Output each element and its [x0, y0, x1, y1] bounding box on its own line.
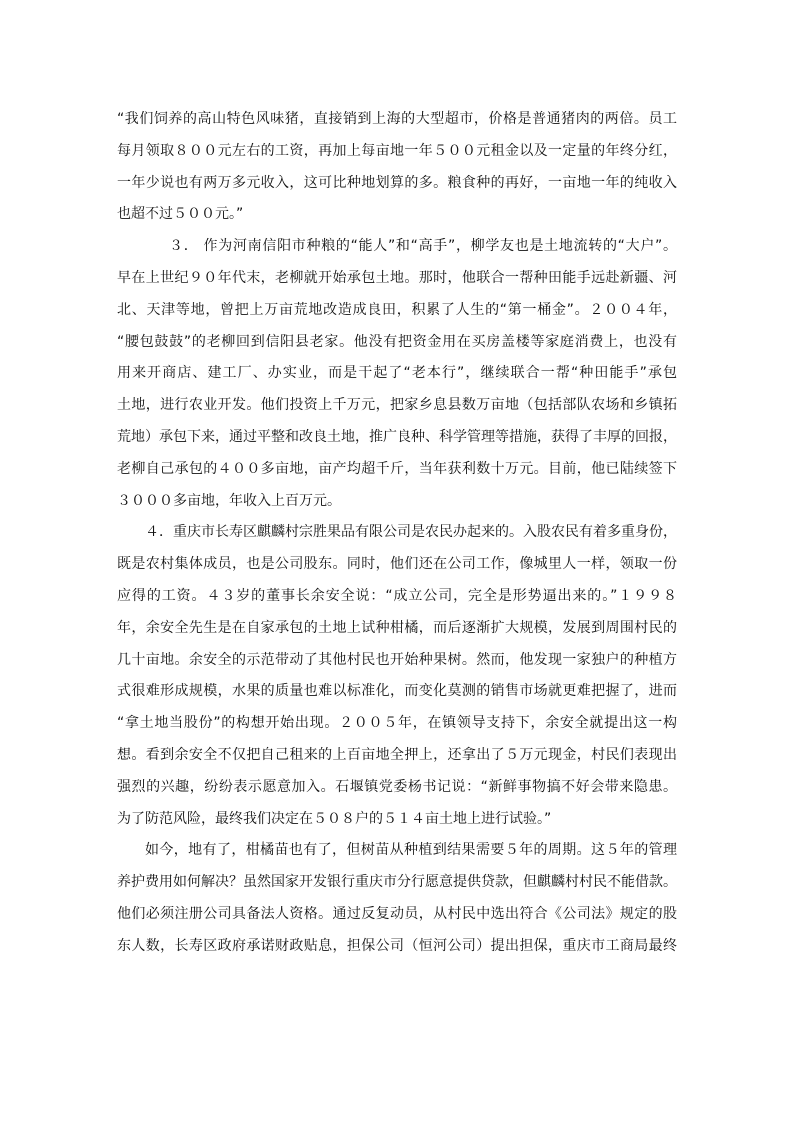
text-line: 他们必须注册公司具备法人资格。通过反复动员，从村民中选出符合《公司法》规定的股: [117, 905, 677, 922]
document-body: [117, 104, 677, 963]
paragraph-quote-continuation: [117, 104, 677, 231]
text-line: 强烈的兴趣，纷纷表示愿意加入。石堰镇党委杨书记说：“新鲜事物搞不好会带来隐患。: [117, 778, 677, 795]
text-line: 荒地）承包下来，通过平整和改良土地，推广良种、科学管理等措施，获得了丰厚的回报，: [117, 428, 677, 445]
text-line: 想。看到余安全不仅把自己租来的上百亩地全押上，还拿出了５万元现金，村民们表现出: [117, 746, 677, 763]
text-line: 老柳自己承包的４００多亩地，亩产均超千斤，当年获利数十万元。目前，他已陆续签下: [117, 460, 677, 477]
text-line: 养护费用如何解决？虽然国家开发银行重庆市分行愿意提供贷款，但麒麟村村民不能借款。: [117, 874, 677, 891]
text-line: “拿土地当股份”的构想开始出现。２００５年，在镇领导支持下，余安全就提出这一构: [117, 715, 677, 732]
text-line: 年，余安全先生是在自家承包的土地上试种柑橘，而后逐渐扩大规模，发展到周围村民的: [117, 619, 677, 636]
text-line: “腰包鼓鼓”的老柳回到信阳县老家。他没有把资金用在买房盖楼等家庭消费上，也没有: [117, 333, 677, 350]
text-line: 几十亩地。余安全的示范带动了其他村民也开始种果树。然而，他发现一家独户的种植方: [117, 651, 677, 668]
text-line: 为了防范风险，最终我们决定在５０８户的５１４亩土地上进行试验。”: [117, 810, 552, 827]
text-line: 每月领取８００元左右的工资，再加上每亩地一年５００元租金以及一定量的年终分红，: [117, 142, 677, 159]
paragraph-case-4: [117, 517, 677, 835]
text-line: 如今，地有了，柑橘苗也有了，但树苗从种植到结果需要５年的周期。这５年的管理: [145, 842, 677, 859]
paragraph-follow-up: [117, 835, 677, 962]
text-line: ４．重庆市长寿区麒麟村宗胜果品有限公司是农民办起来的。入股农民有着多重身份，: [145, 524, 677, 541]
text-line: 既是农村集体成员，也是公司股东。同时，他们还在公司工作，像城里人一样，领取一份: [117, 556, 677, 573]
text-line: 一年少说也有两万多元收入，这可比种地划算的多。粮食种的再好，一亩地一年的纯收入: [117, 174, 677, 191]
text-line: 用来开商店、建工厂、办实业，而是干起了“老本行”，继续联合一帮“种田能手”承包: [117, 365, 677, 382]
text-line: 北、天津等地，曾把上万亩荒地改造成良田，积累了人生的“第一桶金”。２００４年，: [117, 301, 677, 318]
paragraph-case-3: [117, 231, 677, 517]
text-line: 式很难形成规模，水果的质量也难以标准化，而变化莫测的销售市场就更难把握了，进而: [117, 683, 677, 700]
text-line: 土地，进行农业开发。他们投资上千万元，把家乡息县数万亩地（包括部队农场和乡镇拓: [117, 397, 677, 414]
text-line: ３． 作为河南信阳市种粮的“能人”和“高手”，柳学友也是土地流转的“大户”。: [169, 238, 677, 255]
text-line: 也超不过５００元。”: [117, 206, 244, 223]
text-line: 早在上世纪９０年代末，老柳就开始承包土地。那时，他联合一帮种田能手远赴新疆、河: [117, 269, 677, 286]
text-line: 东人数，长寿区政府承诺财政贴息，担保公司（恒河公司）提出担保，重庆市工商局最终: [117, 937, 677, 954]
text-line: “我们饲养的高山特色风味猪，直接销到上海的大型超市，价格是普通猪肉的两倍。员工: [117, 111, 677, 127]
text-line: ３０００多亩地，年收入上百万元。: [117, 492, 341, 509]
text-line: 应得的工资。４３岁的董事长余安全说：“成立公司，完全是形势逼出来的。”１９９８: [117, 587, 677, 604]
